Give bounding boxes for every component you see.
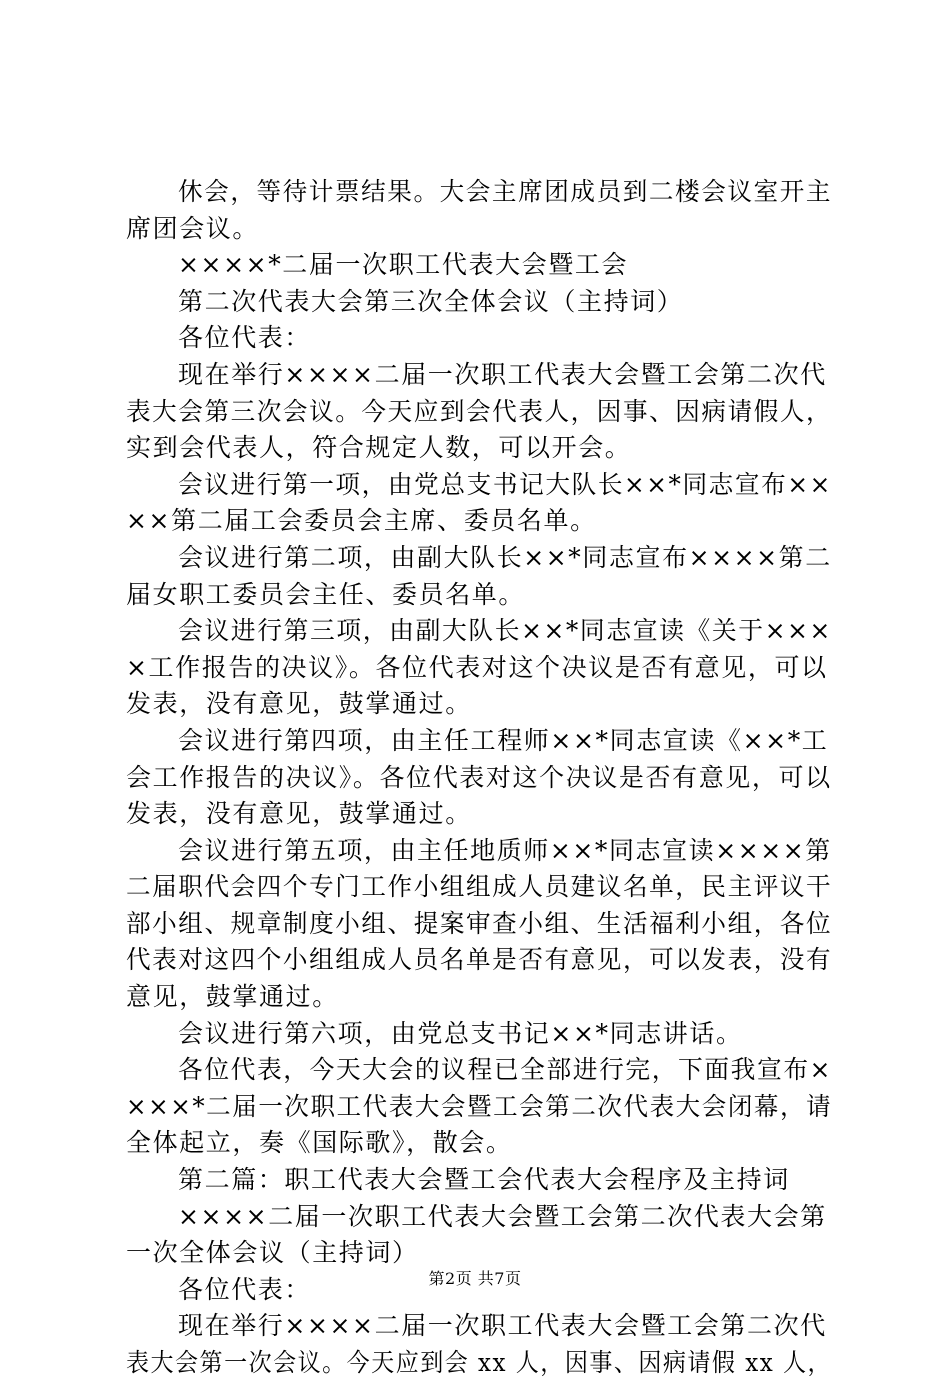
- document-body: [126, 174, 832, 1382]
- text-line: 会议进行第四项，由主任工程师××*同志宣读《××*工: [178, 725, 829, 755]
- text-line: 表大会第一次会议。今天应到会 xx 人，因事、因病请假 xx 人，: [126, 1348, 833, 1377]
- text-line: 会议进行第五项，由主任地质师××*同志宣读××××第: [178, 835, 832, 865]
- text-line: 各位代表：: [178, 1274, 312, 1304]
- text-line: ×工作报告的决议》。各位代表对这个决议是否有意见，可以: [126, 652, 828, 682]
- text-line: 会工作报告的决议》。各位代表对这个决议是否有意见，可以: [126, 762, 832, 792]
- text-line: 发表，没有意见，鼓掌通过。: [126, 799, 472, 829]
- text-line: 会议进行第一项，由党总支书记大队长××*同志宣布××: [178, 469, 832, 499]
- text-line: ××第二届工会委员会主席、委员名单。: [126, 506, 597, 536]
- text-line: 意见，鼓掌通过。: [126, 982, 339, 1012]
- text-line: 现在举行××××二届一次职工代表大会暨工会第二次代: [178, 359, 827, 389]
- text-line: 全体起立，奏《国际歌》，散会。: [126, 1128, 513, 1158]
- text-line: ××××二届一次职工代表大会暨工会第二次代表大会第: [178, 1201, 827, 1231]
- text-line: 代表对这四个小组组成人员名单是否有意见，可以发表，没有: [126, 945, 833, 975]
- page-footer: 第2页 共7页: [428, 1269, 522, 1288]
- text-line: 席团会议。: [126, 213, 260, 243]
- text-line: 休会，等待计票结果。大会主席团成员到二楼会议室开主: [178, 177, 833, 206]
- text-line: 一次全体会议（主持词）: [126, 1238, 419, 1268]
- text-line: 会议进行第三项，由副大队长××*同志宣读《关于×××: [178, 616, 832, 646]
- text-line: 二届职代会四个专门工作小组组成人员建议名单，民主评议干: [126, 872, 833, 902]
- text-line: 各位代表，今天大会的议程已全部进行完，下面我宣布×: [178, 1055, 832, 1085]
- text-line: 现在举行××××二届一次职工代表大会暨工会第二次代: [178, 1311, 827, 1341]
- text-line: ××××*二届一次职工代表大会暨工会: [178, 250, 629, 280]
- text-line: 会议进行第二项，由副大队长××*同志宣布××××第二: [178, 542, 832, 572]
- text-line: 发表，没有意见，鼓掌通过。: [126, 689, 472, 719]
- text-line: 部小组、规章制度小组、提案审查小组、生活福利小组，各位: [126, 908, 833, 938]
- text-line: 实到会代表人，符合规定人数，可以开会。: [126, 433, 632, 463]
- text-line: 届女职工委员会主任、委员名单。: [126, 579, 526, 609]
- text-line: 表大会第三次会议。今天应到会代表人，因事、因病请假人，: [126, 396, 833, 426]
- text-line: 各位代表：: [178, 323, 312, 353]
- text-line: ×××*二届一次职工代表大会暨工会第二次代表大会闭幕，请: [126, 1091, 833, 1121]
- text-line: 会议进行第六项，由党总支书记××*同志讲话。: [178, 1018, 743, 1048]
- text-line: 第二篇：职工代表大会暨工会代表大会程序及主持词: [178, 1165, 790, 1195]
- text-line: 第二次代表大会第三次全体会议（主持词）: [178, 286, 684, 316]
